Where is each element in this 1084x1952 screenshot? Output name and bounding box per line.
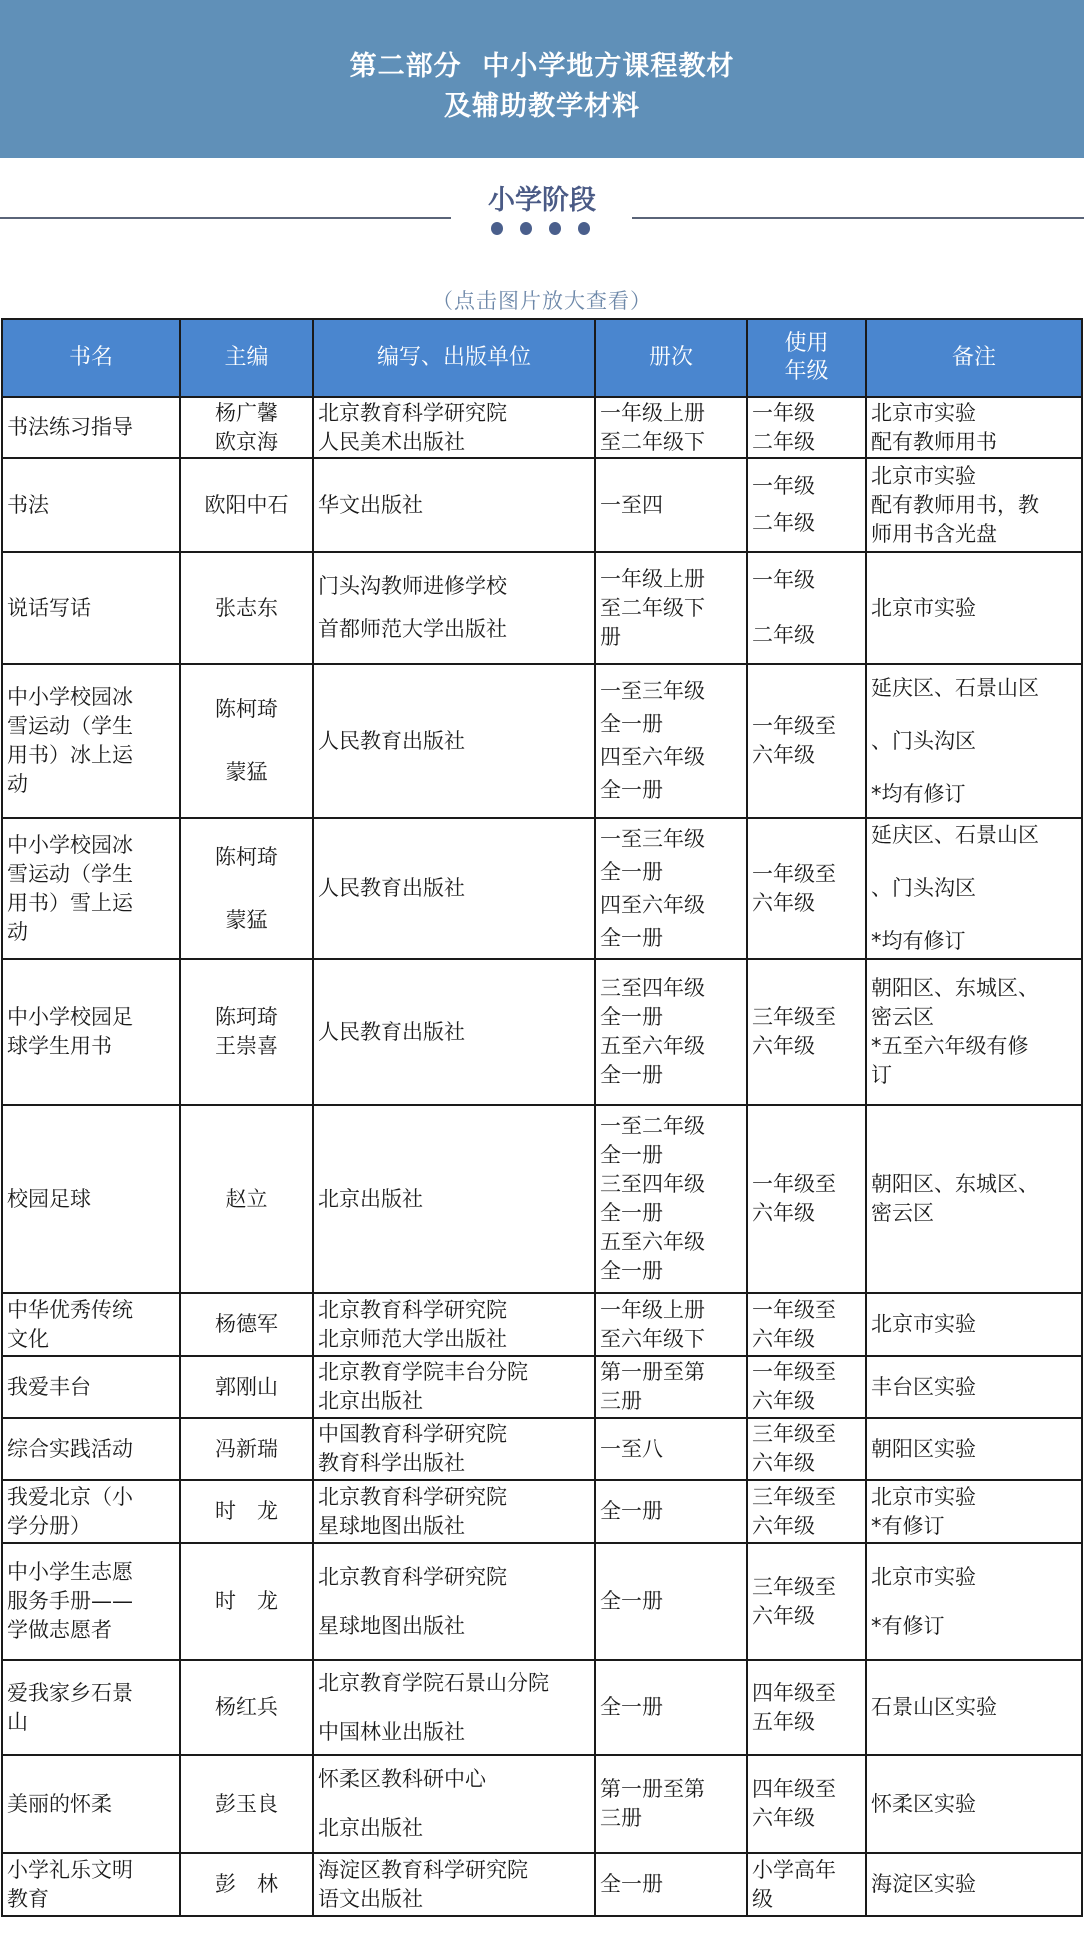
cell-line: 欧京海 <box>215 429 278 454</box>
cell-volume <box>595 1480 747 1543</box>
divider-left <box>0 217 451 219</box>
cell-line: 、门头沟区 <box>871 876 976 900</box>
column-header-editor: 主编 <box>180 319 313 397</box>
cell-line: 球学生用书 <box>7 1034 112 1058</box>
banner-title-line-1: 第二部分 中小学地方课程教材 <box>349 51 735 82</box>
cell-line: 时 龙 <box>215 1499 278 1523</box>
cell-line: 中小学校园冰 <box>7 685 133 709</box>
click-to-enlarge-caption: （点击图片放大查看） <box>432 289 652 313</box>
cell-publisher <box>313 397 595 458</box>
cell-note <box>866 1543 1082 1660</box>
cell-line: 杨红兵 <box>215 1695 278 1719</box>
cell-line: 用书）冰上运 <box>7 743 133 767</box>
cell-line: 至六年级下 <box>600 1326 705 1351</box>
cell-line: 动 <box>7 772 28 796</box>
cell-line: 中国林业出版社 <box>318 1719 465 1744</box>
cell-line: 二年级 <box>752 623 815 647</box>
cell-note <box>866 1480 1082 1543</box>
cell-line: 首都师范大学出版社 <box>318 617 507 641</box>
cell-volume <box>595 1853 747 1916</box>
cell-line: 时 龙 <box>215 1589 278 1613</box>
cell-line: 彭 林 <box>215 1872 278 1896</box>
cell-title <box>2 552 180 664</box>
cell-line: 动 <box>7 919 28 944</box>
cell-note <box>866 1293 1082 1356</box>
cell-line: 中华优秀传统 <box>7 1297 133 1322</box>
cell-line: 一至二年级 <box>600 1114 705 1138</box>
cell-line: 北京教育科学研究院 <box>318 1297 507 1322</box>
cell-line: 三至四年级 <box>600 1172 705 1196</box>
cell-line: 怀柔区教科研中心 <box>318 1767 486 1791</box>
cell-publisher <box>313 458 595 552</box>
cell-line: 北京教育科学研究院 <box>318 1484 507 1509</box>
table-row <box>2 1480 1082 1543</box>
cell-editor <box>180 458 313 552</box>
cell-line: 全一册 <box>600 1499 663 1523</box>
cell-editor <box>180 1755 313 1853</box>
cell-line: 朝阳区、东城区、 <box>871 1172 1039 1196</box>
cell-line: 第一册至第 <box>600 1360 705 1384</box>
cell-line: 至二年级下 <box>600 429 705 454</box>
cell-line: 至二年级下 <box>600 595 705 620</box>
column-header-grade: 使用 年级 <box>747 319 866 397</box>
table-row <box>2 1660 1082 1755</box>
table-row <box>2 552 1082 664</box>
section-title: 小学阶段 <box>488 185 596 216</box>
column-header-title: 书名 <box>2 319 180 397</box>
cell-line: 师用书含光盘 <box>871 521 997 546</box>
cell-line: 一年级 <box>752 474 815 498</box>
cell-volume <box>595 959 747 1105</box>
column-header-note: 备注 <box>866 319 1082 397</box>
cell-line: *均有修订 <box>871 781 966 806</box>
cell-line: 六年级 <box>752 890 815 915</box>
cell-line: 蒙猛 <box>225 760 268 784</box>
cell-line: 爱我家乡石景 <box>7 1680 133 1705</box>
cell-line: 三至四年级 <box>600 976 705 1000</box>
cell-line: 六年级 <box>752 1201 815 1225</box>
cell-line: 全一册 <box>600 859 663 884</box>
cell-note <box>866 397 1082 458</box>
cell-publisher <box>313 1755 595 1853</box>
cell-line: 山 <box>7 1709 28 1734</box>
dot-icon <box>520 222 532 235</box>
table-row <box>2 1105 1082 1293</box>
cell-volume <box>595 1418 747 1480</box>
cell-line: 华文出版社 <box>318 492 423 517</box>
cell-line: 一年级至 <box>752 1360 836 1384</box>
cell-line: 全一册 <box>600 1695 663 1719</box>
cell-publisher <box>313 552 595 664</box>
cell-line: 北京市实验 <box>871 1564 976 1589</box>
cell-line: 全一册 <box>600 1143 663 1167</box>
cell-line: 海淀区教育科学研究院 <box>318 1857 528 1882</box>
cell-note <box>866 959 1082 1105</box>
cell-publisher <box>313 1543 595 1660</box>
cell-line: 朝阳区实验 <box>871 1436 976 1461</box>
cell-volume <box>595 1356 747 1418</box>
cell-grade <box>747 397 866 458</box>
cell-line: 语文出版社 <box>318 1886 423 1911</box>
cell-line: 一至八 <box>600 1436 663 1461</box>
cell-note <box>866 1660 1082 1755</box>
cell-line: 中国教育科学研究院 <box>318 1422 507 1446</box>
table-row <box>2 818 1082 959</box>
cell-line: 欧阳中石 <box>204 492 289 517</box>
cell-line: 三册 <box>600 1806 642 1830</box>
textbook-table[interactable] <box>1 318 1083 1917</box>
cell-grade <box>747 1356 866 1418</box>
cell-title <box>2 1755 180 1853</box>
cell-title <box>2 1293 180 1356</box>
cell-line: 怀柔区实验 <box>871 1791 976 1816</box>
cell-line: 郭刚山 <box>215 1374 278 1399</box>
cell-volume <box>595 1543 747 1660</box>
cell-line: 二年级 <box>752 429 815 454</box>
cell-line: 朝阳区、东城区、 <box>871 976 1039 1000</box>
cell-line: 中小学校园足 <box>7 1005 133 1029</box>
cell-title <box>2 818 180 959</box>
cell-editor <box>180 818 313 959</box>
cell-line: 杨德军 <box>215 1312 278 1336</box>
cell-line: 雪运动（学生 <box>7 861 133 886</box>
cell-line: 北京师范大学出版社 <box>318 1326 507 1351</box>
cell-line: 陈柯琦 <box>215 697 278 721</box>
cell-line: 人民教育出版社 <box>318 728 465 753</box>
cell-line: 一年级上册 <box>600 1297 705 1322</box>
cell-line: 六年级 <box>752 1513 815 1538</box>
cell-line: 杨广馨 <box>215 400 278 425</box>
cell-line: 说话写话 <box>7 595 91 620</box>
cell-editor <box>180 664 313 818</box>
cell-line: 一年级 <box>752 400 815 425</box>
cell-line: 三年级至 <box>752 1574 836 1599</box>
cell-line: 北京出版社 <box>318 1186 423 1211</box>
cell-line: 美丽的怀柔 <box>7 1791 112 1816</box>
cell-line: 一至三年级 <box>600 826 705 851</box>
cell-line: 一年级至 <box>752 1172 836 1196</box>
cell-line: 六年级 <box>752 743 815 767</box>
cell-volume <box>595 1755 747 1853</box>
cell-line: 北京市实验 <box>871 1312 976 1336</box>
cell-volume <box>595 1293 747 1356</box>
cell-note <box>866 458 1082 552</box>
cell-line: 订 <box>871 1063 892 1087</box>
cell-publisher <box>313 664 595 818</box>
cell-note <box>866 1105 1082 1293</box>
cell-line: 延庆区、石景山区 <box>871 675 1039 700</box>
cell-line: *有修订 <box>871 1613 945 1638</box>
cell-publisher <box>313 1853 595 1916</box>
cell-title <box>2 959 180 1105</box>
cell-publisher <box>313 1418 595 1480</box>
section-banner <box>0 0 1084 158</box>
cell-title <box>2 1480 180 1543</box>
cell-line: 三年级至 <box>752 1422 836 1446</box>
cell-line: 北京出版社 <box>318 1389 423 1413</box>
cell-line: 五至六年级 <box>600 1230 705 1254</box>
cell-line: 星球地图出版社 <box>318 1513 465 1538</box>
cell-line: 三年级至 <box>752 1005 836 1029</box>
cell-line: 全一册 <box>600 1201 663 1225</box>
cell-line: 一年级至 <box>752 714 836 738</box>
cell-line: 中小学校园冰 <box>7 832 133 857</box>
cell-line: 六年级 <box>752 1034 815 1058</box>
cell-line: 文化 <box>7 1326 49 1351</box>
cell-line: 六年级 <box>752 1451 815 1475</box>
cell-grade <box>747 1543 866 1660</box>
cell-line: 我爱北京（小 <box>7 1484 133 1509</box>
cell-grade <box>747 1660 866 1755</box>
cell-line: 配有教师用书，教 <box>871 492 1039 517</box>
cell-line: *有修订 <box>871 1513 945 1538</box>
divider-right <box>632 217 1084 219</box>
cell-title <box>2 664 180 818</box>
cell-note <box>866 664 1082 818</box>
cell-line: 小学礼乐文明 <box>7 1857 133 1882</box>
cell-line: 一至四 <box>600 492 663 517</box>
cell-line: 三年级至 <box>752 1484 836 1509</box>
cell-line: 全一册 <box>600 1005 663 1029</box>
cell-line: 五年级 <box>752 1709 815 1734</box>
cell-line: 张志东 <box>215 595 278 620</box>
cell-note <box>866 1418 1082 1480</box>
cell-line: 一年级至 <box>752 861 836 886</box>
table-row <box>2 1543 1082 1660</box>
cell-line: 中小学生志愿 <box>7 1560 133 1584</box>
cell-volume <box>595 1660 747 1755</box>
cell-line: 全一册 <box>600 778 663 802</box>
cell-line: 全一册 <box>600 1259 663 1283</box>
cell-volume <box>595 552 747 664</box>
cell-line: 、门头沟区 <box>871 728 976 753</box>
cell-line: 第一册至第 <box>600 1777 705 1801</box>
cell-note <box>866 1755 1082 1853</box>
cell-line: 一年级至 <box>752 1297 836 1322</box>
cell-line: 王崇喜 <box>215 1034 278 1058</box>
cell-line: 服务手册—— <box>7 1589 133 1613</box>
dot-icon <box>491 222 503 235</box>
cell-note <box>866 552 1082 664</box>
cell-line: 人民教育出版社 <box>318 1019 465 1044</box>
cell-grade <box>747 818 866 959</box>
column-header-publisher: 编写、出版单位 <box>313 319 595 397</box>
cell-line: 海淀区实验 <box>871 1872 976 1896</box>
table-row <box>2 1853 1082 1916</box>
cell-publisher <box>313 959 595 1105</box>
cell-note <box>866 1853 1082 1916</box>
cell-line: 一年级上册 <box>600 566 705 591</box>
cell-volume <box>595 818 747 959</box>
cell-line: 学做志愿者 <box>7 1618 112 1642</box>
cell-publisher <box>313 1356 595 1418</box>
cell-grade <box>747 1480 866 1543</box>
cell-editor <box>180 1418 313 1480</box>
cell-line: 配有教师用书 <box>871 429 997 454</box>
cell-title <box>2 1356 180 1418</box>
table-row <box>2 397 1082 458</box>
cell-volume <box>595 664 747 818</box>
table-row <box>2 664 1082 818</box>
table-row <box>2 1293 1082 1356</box>
table-row <box>2 1418 1082 1480</box>
cell-line: 丰台区实验 <box>871 1374 976 1399</box>
cell-line: 雪运动（学生 <box>7 714 133 738</box>
cell-grade <box>747 1105 866 1293</box>
cell-line: 二年级 <box>752 511 815 535</box>
cell-publisher <box>313 818 595 959</box>
cell-title <box>2 458 180 552</box>
cell-note <box>866 1356 1082 1418</box>
cell-line: *五至六年级有修 <box>871 1034 1029 1058</box>
cell-line: 全一册 <box>600 1872 663 1896</box>
table-row <box>2 959 1082 1105</box>
cell-line: 石景山区实验 <box>871 1695 997 1719</box>
cell-grade <box>747 1418 866 1480</box>
cell-line: 用书）雪上运 <box>7 890 133 915</box>
cell-line: 彭玉良 <box>215 1791 278 1816</box>
cell-line: 北京教育科学研究院 <box>318 400 507 425</box>
cell-editor <box>180 1480 313 1543</box>
cell-line: 陈柯琦 <box>215 844 278 869</box>
cell-title <box>2 397 180 458</box>
cell-line: 级 <box>752 1886 773 1911</box>
table-header-row <box>2 319 1082 397</box>
column-header-volume: 册次 <box>595 319 747 397</box>
cell-line: 延庆区、石景山区 <box>871 823 1039 847</box>
cell-line: 四年级至 <box>752 1777 836 1801</box>
cell-line: 全一册 <box>600 712 663 736</box>
cell-line: 册 <box>600 624 621 649</box>
cell-line: 星球地图出版社 <box>318 1613 465 1638</box>
cell-volume <box>595 397 747 458</box>
cell-grade <box>747 959 866 1105</box>
decorative-dots <box>491 222 590 235</box>
cell-line: 一年级 <box>752 568 815 592</box>
dot-icon <box>549 222 561 235</box>
cell-line: 人民教育出版社 <box>318 876 465 900</box>
cell-line: 学分册） <box>7 1513 91 1538</box>
cell-title <box>2 1660 180 1755</box>
cell-line: 北京市实验 <box>871 1484 976 1509</box>
cell-line: 密云区 <box>871 1005 934 1029</box>
cell-editor <box>180 1105 313 1293</box>
cell-line: 六年级 <box>752 1389 815 1413</box>
cell-line: 教育科学出版社 <box>318 1451 465 1475</box>
cell-line: 三册 <box>600 1389 642 1413</box>
cell-title <box>2 1543 180 1660</box>
cell-publisher <box>313 1293 595 1356</box>
cell-line: 密云区 <box>871 1201 934 1225</box>
cell-line: 一年级上册 <box>600 400 705 425</box>
cell-line: 蒙猛 <box>225 907 268 932</box>
cell-title <box>2 1418 180 1480</box>
cell-line: 全一册 <box>600 1063 663 1087</box>
cell-line: 校园足球 <box>7 1186 91 1211</box>
cell-volume <box>595 1105 747 1293</box>
cell-editor <box>180 552 313 664</box>
cell-line: 冯新瑞 <box>215 1436 278 1461</box>
cell-line: 综合实践活动 <box>7 1436 133 1461</box>
cell-line: 赵立 <box>225 1186 268 1211</box>
cell-publisher <box>313 1105 595 1293</box>
cell-editor <box>180 1293 313 1356</box>
cell-grade <box>747 1755 866 1853</box>
cell-line: 一至三年级 <box>600 679 705 703</box>
cell-note <box>866 818 1082 959</box>
cell-editor <box>180 397 313 458</box>
cell-line: 北京市实验 <box>871 595 976 620</box>
cell-line: 全一册 <box>600 925 663 950</box>
cell-grade <box>747 1853 866 1916</box>
table-row <box>2 1356 1082 1418</box>
cell-line: 四至六年级 <box>600 745 705 769</box>
cell-line: 教育 <box>7 1886 49 1911</box>
cell-line: 全一册 <box>600 1589 663 1613</box>
cell-line: 四年级至 <box>752 1680 836 1705</box>
cell-line: 北京市实验 <box>871 463 976 488</box>
cell-grade <box>747 664 866 818</box>
cell-editor <box>180 1853 313 1916</box>
cell-line: 五至六年级 <box>600 1034 705 1058</box>
banner-title-line-2: 及辅助教学材料 <box>444 91 640 122</box>
cell-line: 六年级 <box>752 1806 815 1830</box>
cell-grade <box>747 458 866 552</box>
cell-grade <box>747 552 866 664</box>
cell-line: 北京教育学院石景山分院 <box>318 1670 549 1695</box>
table-row <box>2 1755 1082 1853</box>
cell-publisher <box>313 1660 595 1755</box>
cell-editor <box>180 1356 313 1418</box>
cell-line: 门头沟教师进修学校 <box>318 574 507 598</box>
cell-publisher <box>313 1480 595 1543</box>
cell-line: 北京教育学院丰台分院 <box>318 1360 528 1384</box>
cell-line: 人民美术出版社 <box>318 429 465 454</box>
cell-line: 六年级 <box>752 1326 815 1351</box>
cell-editor <box>180 1543 313 1660</box>
table-row <box>2 458 1082 552</box>
cell-line: 北京市实验 <box>871 400 976 425</box>
cell-line: 北京出版社 <box>318 1816 423 1840</box>
cell-line: 四至六年级 <box>600 892 705 917</box>
cell-line: 六年级 <box>752 1603 815 1628</box>
cell-line: 陈珂琦 <box>215 1005 278 1029</box>
cell-editor <box>180 959 313 1105</box>
cell-line: 小学高年 <box>752 1857 836 1882</box>
cell-editor <box>180 1660 313 1755</box>
cell-volume <box>595 458 747 552</box>
cell-grade <box>747 1293 866 1356</box>
cell-line: *均有修订 <box>871 929 966 953</box>
dot-icon <box>578 222 590 235</box>
cell-line: 书法 <box>7 492 49 517</box>
cell-line: 书法练习指导 <box>7 415 133 439</box>
cell-line: 我爱丰台 <box>7 1374 91 1399</box>
cell-line: 北京教育科学研究院 <box>318 1564 507 1589</box>
cell-title <box>2 1853 180 1916</box>
cell-title <box>2 1105 180 1293</box>
